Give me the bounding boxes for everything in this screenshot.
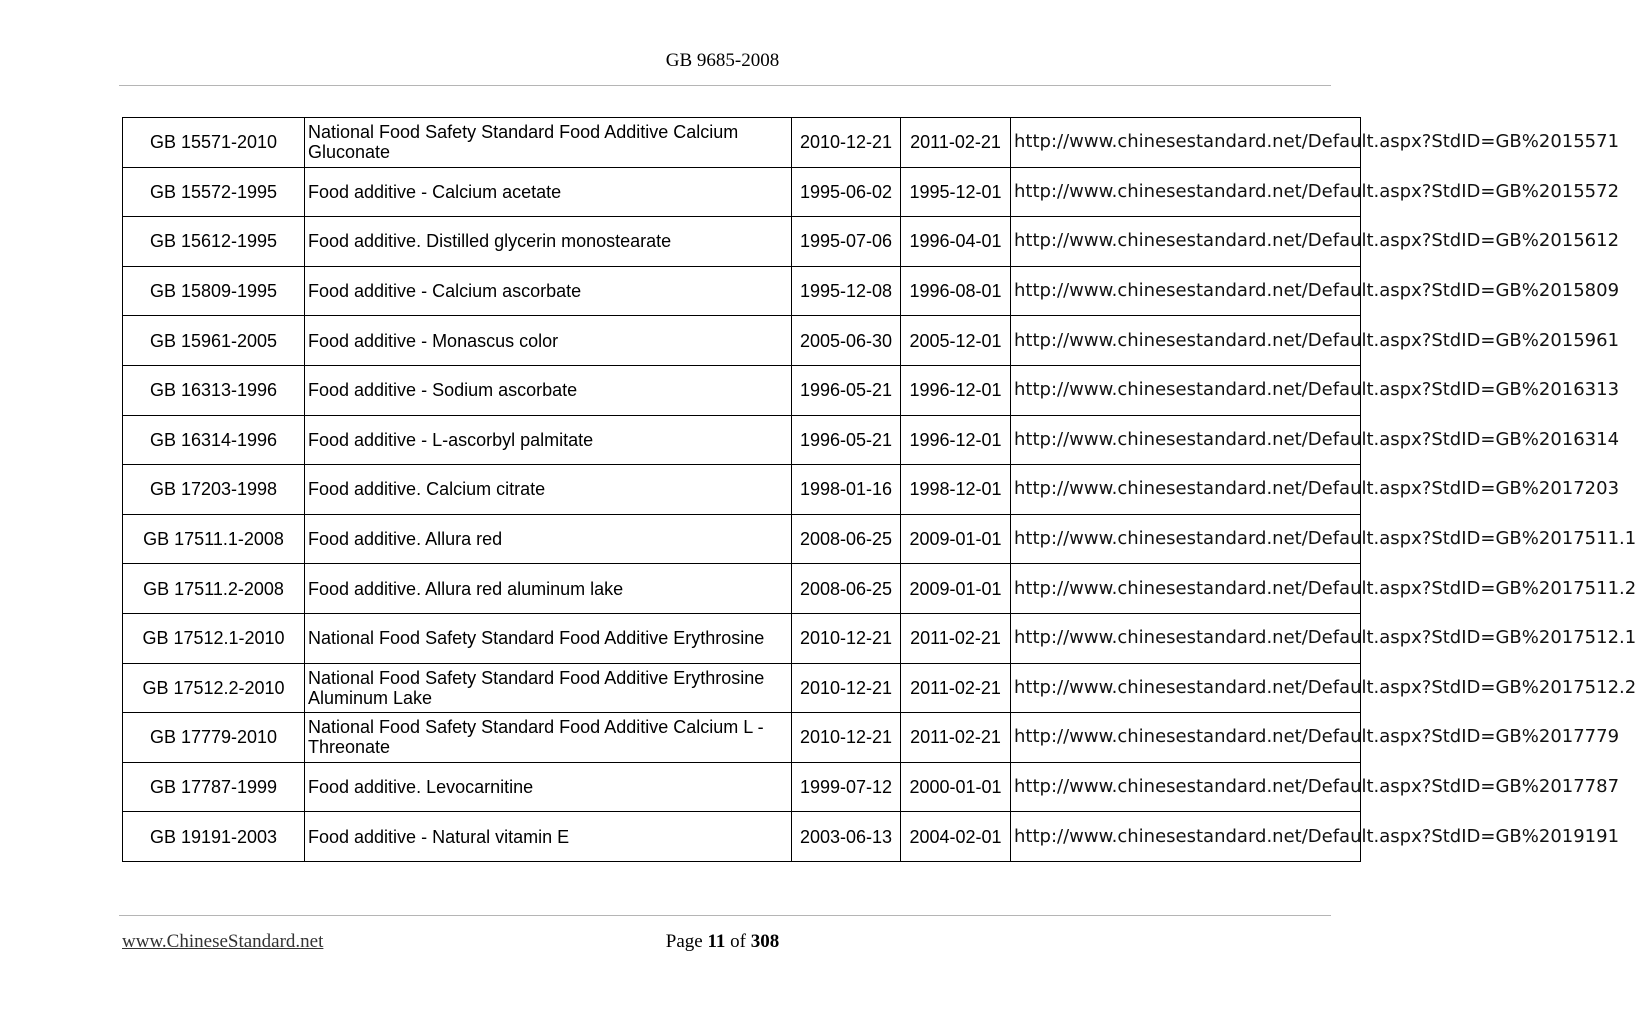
effective-date-cell: 1996-12-01 bbox=[901, 365, 1011, 415]
standard-name-cell: National Food Safety Standard Food Additive Calcium Gluconate bbox=[305, 118, 792, 168]
table-row bbox=[123, 713, 1361, 763]
standard-name-cell: National Food Safety Standard Food Additive Erythrosine bbox=[305, 613, 792, 663]
standard-code-cell: GB 17787-1999 bbox=[123, 762, 305, 812]
issue-date-cell: 1995-06-02 bbox=[792, 167, 901, 217]
standard-url-cell[interactable]: http://www.chinesestandard.net/Default.aspx?StdID=GB%2017512.2 bbox=[1011, 663, 1361, 713]
standard-name-cell: Food additive. Allura red bbox=[305, 514, 792, 564]
footer-page-number bbox=[0, 931, 1445, 953]
effective-date-cell: 2004-02-01 bbox=[901, 812, 1011, 862]
standards-table bbox=[122, 117, 1636, 862]
standard-code-cell: GB 19191-2003 bbox=[123, 812, 305, 862]
table-row bbox=[123, 415, 1361, 465]
issue-date-cell: 1998-01-16 bbox=[792, 465, 901, 515]
effective-date-cell: 2011-02-21 bbox=[901, 613, 1011, 663]
effective-date-cell: 1996-04-01 bbox=[901, 217, 1011, 267]
effective-date-cell: 1998-12-01 bbox=[901, 465, 1011, 515]
standard-url-cell[interactable]: http://www.chinesestandard.net/Default.aspx?StdID=GB%2015612 bbox=[1011, 217, 1361, 267]
issue-date-cell: 2010-12-21 bbox=[792, 663, 901, 713]
standard-url-cell[interactable]: http://www.chinesestandard.net/Default.aspx?StdID=GB%2015571 bbox=[1011, 118, 1361, 168]
issue-date-cell: 2005-06-30 bbox=[792, 316, 901, 366]
page-prefix: Page bbox=[665, 931, 703, 952]
standard-code-cell: GB 17512.2-2010 bbox=[123, 663, 305, 713]
issue-date-cell: 1995-12-08 bbox=[792, 266, 901, 316]
standard-name-cell: Food additive - L-ascorbyl palmitate bbox=[305, 415, 792, 465]
standard-name-cell: Food additive. Levocarnitine bbox=[305, 762, 792, 812]
table-row bbox=[123, 266, 1361, 316]
standard-url-cell[interactable]: http://www.chinesestandard.net/Default.aspx?StdID=GB%2017512.1 bbox=[1011, 613, 1361, 663]
standard-url-cell[interactable]: http://www.chinesestandard.net/Default.aspx?StdID=GB%2015572 bbox=[1011, 167, 1361, 217]
page-total: 308 bbox=[750, 931, 780, 952]
standard-url-cell[interactable]: http://www.chinesestandard.net/Default.aspx?StdID=GB%2017511.2 bbox=[1011, 564, 1361, 614]
standard-url-cell[interactable]: http://www.chinesestandard.net/Default.aspx?StdID=GB%2017203 bbox=[1011, 465, 1361, 515]
effective-date-cell: 2005-12-01 bbox=[901, 316, 1011, 366]
standard-code-cell: GB 17511.1-2008 bbox=[123, 514, 305, 564]
issue-date-cell: 2003-06-13 bbox=[792, 812, 901, 862]
standard-name-cell: Food additive - Calcium ascorbate bbox=[305, 266, 792, 316]
page-header-title: GB 9685-2008 bbox=[665, 50, 780, 71]
issue-date-cell: 1999-07-12 bbox=[792, 762, 901, 812]
issue-date-cell: 1995-07-06 bbox=[792, 217, 901, 267]
table-row bbox=[123, 167, 1361, 217]
effective-date-cell: 2011-02-21 bbox=[901, 118, 1011, 168]
standard-name-cell: Food additive - Sodium ascorbate bbox=[305, 365, 792, 415]
issue-date-cell: 1996-05-21 bbox=[792, 365, 901, 415]
table-row bbox=[123, 118, 1361, 168]
standard-code-cell: GB 17511.2-2008 bbox=[123, 564, 305, 614]
effective-date-cell: 1996-08-01 bbox=[901, 266, 1011, 316]
table-row bbox=[123, 663, 1361, 713]
table-row bbox=[123, 564, 1361, 614]
effective-date-cell: 2011-02-21 bbox=[901, 663, 1011, 713]
table-row bbox=[123, 762, 1361, 812]
standard-name-cell: Food additive. Allura red aluminum lake bbox=[305, 564, 792, 614]
standard-code-cell: GB 15571-2010 bbox=[123, 118, 305, 168]
issue-date-cell: 2008-06-25 bbox=[792, 564, 901, 614]
standard-name-cell: Food additive - Monascus color bbox=[305, 316, 792, 366]
issue-date-cell: 2010-12-21 bbox=[792, 713, 901, 763]
standard-name-cell: Food additive - Natural vitamin E bbox=[305, 812, 792, 862]
standard-name-cell: Food additive. Distilled glycerin monostearate bbox=[305, 217, 792, 267]
standard-url-cell[interactable]: http://www.chinesestandard.net/Default.aspx?StdID=GB%2016314 bbox=[1011, 415, 1361, 465]
standard-name-cell: National Food Safety Standard Food Additive Erythrosine Aluminum Lake bbox=[305, 663, 792, 713]
effective-date-cell: 2009-01-01 bbox=[901, 514, 1011, 564]
standard-code-cell: GB 17203-1998 bbox=[123, 465, 305, 515]
standard-code-cell: GB 17512.1-2010 bbox=[123, 613, 305, 663]
standards-table-body bbox=[123, 118, 1636, 862]
table-row bbox=[123, 514, 1361, 564]
standard-code-cell: GB 16313-1996 bbox=[123, 365, 305, 415]
issue-date-cell: 2008-06-25 bbox=[792, 514, 901, 564]
page-of: of bbox=[730, 931, 746, 952]
standard-code-cell: GB 15961-2005 bbox=[123, 316, 305, 366]
table-row bbox=[123, 217, 1361, 267]
table-row bbox=[123, 465, 1361, 515]
effective-date-cell: 2000-01-01 bbox=[901, 762, 1011, 812]
standard-name-cell: National Food Safety Standard Food Additive Calcium L - Threonate bbox=[305, 713, 792, 763]
standard-name-cell: Food additive - Calcium acetate bbox=[305, 167, 792, 217]
issue-date-cell: 1996-05-21 bbox=[792, 415, 901, 465]
standard-url-cell[interactable]: http://www.chinesestandard.net/Default.aspx?StdID=GB%2016313 bbox=[1011, 365, 1361, 415]
table-row bbox=[123, 316, 1361, 366]
standard-url-cell[interactable]: http://www.chinesestandard.net/Default.aspx?StdID=GB%2017511.1 bbox=[1011, 514, 1361, 564]
standard-code-cell: GB 16314-1996 bbox=[123, 415, 305, 465]
effective-date-cell: 1996-12-01 bbox=[901, 415, 1011, 465]
standard-code-cell: GB 17779-2010 bbox=[123, 713, 305, 763]
standard-url-cell[interactable]: http://www.chinesestandard.net/Default.aspx?StdID=GB%2015961 bbox=[1011, 316, 1361, 366]
header-divider bbox=[119, 85, 1331, 86]
standard-url-cell[interactable]: http://www.chinesestandard.net/Default.aspx?StdID=GB%2017787 bbox=[1011, 762, 1361, 812]
standard-code-cell: GB 15572-1995 bbox=[123, 167, 305, 217]
effective-date-cell: 2009-01-01 bbox=[901, 564, 1011, 614]
table-row bbox=[123, 365, 1361, 415]
standard-code-cell: GB 15612-1995 bbox=[123, 217, 305, 267]
issue-date-cell: 2010-12-21 bbox=[792, 118, 901, 168]
footer-site-link[interactable]: www.ChineseStandard.net bbox=[122, 931, 324, 952]
standard-code-cell: GB 15809-1995 bbox=[123, 266, 305, 316]
footer-divider bbox=[119, 915, 1331, 916]
standard-name-cell: Food additive. Calcium citrate bbox=[305, 465, 792, 515]
standard-url-cell[interactable]: http://www.chinesestandard.net/Default.aspx?StdID=GB%2015809 bbox=[1011, 266, 1361, 316]
effective-date-cell: 1995-12-01 bbox=[901, 167, 1011, 217]
table-row bbox=[123, 613, 1361, 663]
table-row bbox=[123, 812, 1361, 862]
standard-url-cell[interactable]: http://www.chinesestandard.net/Default.aspx?StdID=GB%2019191 bbox=[1011, 812, 1361, 862]
standard-url-cell[interactable]: http://www.chinesestandard.net/Default.aspx?StdID=GB%2017779 bbox=[1011, 713, 1361, 763]
issue-date-cell: 2010-12-21 bbox=[792, 613, 901, 663]
effective-date-cell: 2011-02-21 bbox=[901, 713, 1011, 763]
page-current: 11 bbox=[707, 931, 726, 952]
